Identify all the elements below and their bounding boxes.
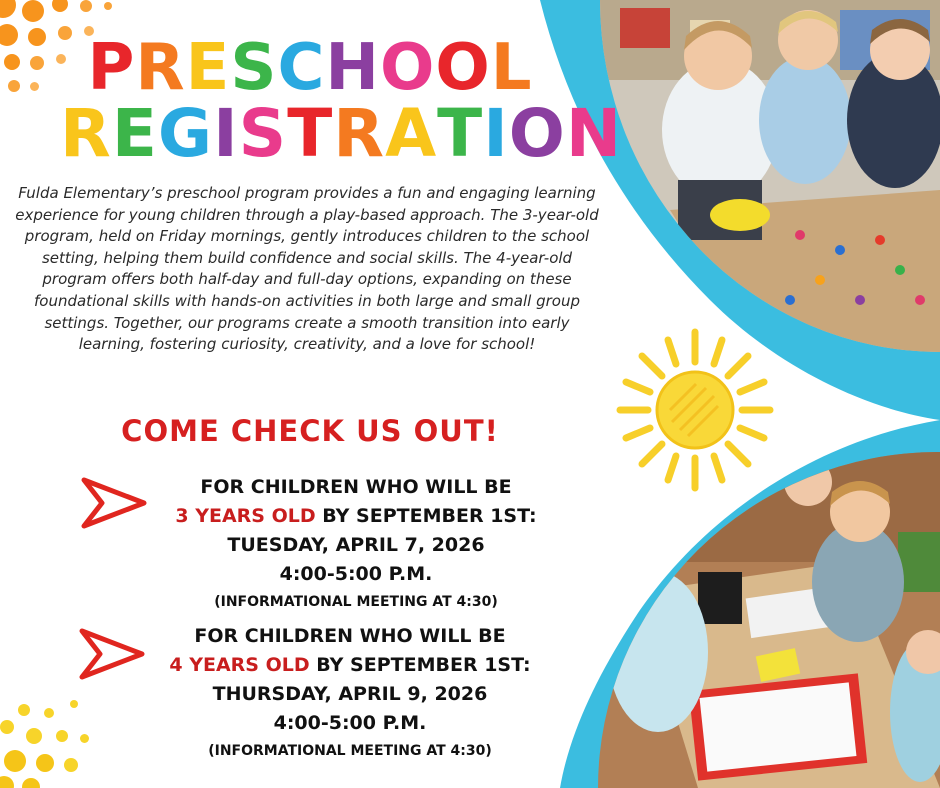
program-description: Fulda Elementary’s preschool program provides a fun and engaging learning experience for young children through a play-based approach. The 3-year-old program, held on Friday mornings, gently introduces children to the school setting, helping them build confidence and social skills. The 4-year-old program offers both half-day and full-day options, expanding on these foundational skills with hands-on activities in both large and small group settings. Together, our programs create a smooth transition into early learning, fostering curiosity, creativity, and a love for school! (15, 184, 599, 354)
session-note: (INFORMATIONAL MEETING AT 4:30) (214, 594, 498, 610)
session-time: 4:00-5:00 P.M. (279, 563, 433, 585)
session-age-line (140, 651, 560, 680)
session-age-suffix: BY SEPTEMBER 1ST: (315, 505, 537, 527)
title-line-1 (60, 32, 560, 104)
title-letter: I (213, 95, 239, 172)
session-date: THURSDAY, APRIL 9, 2026 (212, 683, 488, 705)
title-letter: N (565, 95, 623, 172)
title-letter: T (437, 95, 484, 172)
title-letter: R (333, 95, 386, 172)
title-letter: H (325, 31, 380, 105)
title-letter: P (87, 31, 136, 105)
session-time: 4:00-5:00 P.M. (273, 712, 427, 734)
session-intro: FOR CHILDREN WHO WILL BE (200, 476, 512, 498)
title-letter: O (379, 31, 436, 105)
session-3-year-old (146, 473, 566, 615)
title-letter: R (60, 95, 112, 172)
title-preschool (60, 32, 560, 104)
title-letter: O (435, 31, 491, 105)
session-age: 4 YEARS OLD (169, 654, 310, 676)
session-age-line (146, 502, 566, 531)
session-4-year-old (140, 622, 560, 764)
title-letter: E (185, 31, 231, 105)
title-letter: R (135, 31, 186, 105)
title-line-2 (60, 95, 623, 172)
arrow-right-icon (76, 627, 148, 681)
title-letter: I (483, 95, 509, 172)
cta-heading: COME CHECK US OUT! (121, 414, 499, 448)
yellow-dots-decoration (0, 690, 110, 788)
session-age-suffix: BY SEPTEMBER 1ST: (309, 654, 531, 676)
title-letter: A (385, 95, 438, 172)
title-letter: C (277, 31, 326, 105)
title-registration (60, 95, 623, 172)
sun-icon (610, 322, 780, 497)
title-letter: S (238, 95, 288, 172)
title-letter: O (508, 95, 566, 172)
session-date: TUESDAY, APRIL 7, 2026 (227, 534, 485, 556)
arrow-right-icon (78, 476, 150, 530)
title-letter: L (490, 31, 533, 105)
title-letter: S (230, 31, 278, 105)
session-age: 3 YEARS OLD (175, 505, 316, 527)
title-letter: T (287, 95, 334, 172)
session-note: (INFORMATIONAL MEETING AT 4:30) (208, 743, 492, 759)
title-letter: E (111, 95, 158, 172)
session-intro: FOR CHILDREN WHO WILL BE (194, 625, 506, 647)
title-letter: G (157, 95, 214, 172)
